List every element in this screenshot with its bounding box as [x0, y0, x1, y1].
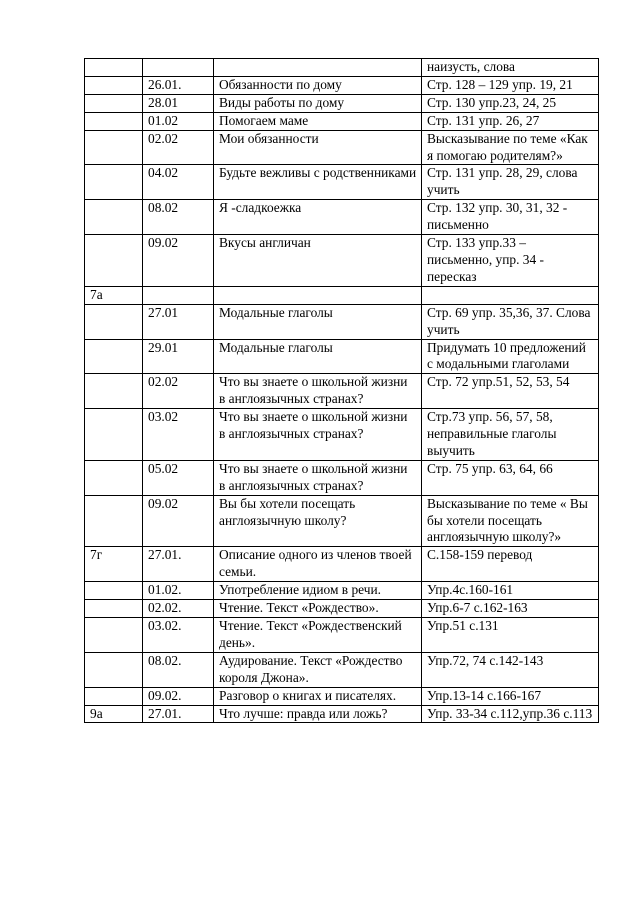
class-cell	[85, 130, 143, 165]
date-cell: 28.01	[143, 94, 214, 112]
homework-cell: Придумать 10 предложений с модальными глаголами	[422, 339, 599, 374]
homework-cell: Упр.51 с.131	[422, 618, 599, 653]
class-cell	[85, 409, 143, 461]
table-row	[85, 76, 599, 94]
table-row	[85, 235, 599, 287]
topic-cell: Описание одного из членов твоей семьи.	[214, 547, 422, 582]
class-cell: 7г	[85, 547, 143, 582]
date-cell: 09.02.	[143, 687, 214, 705]
date-cell: 08.02	[143, 200, 214, 235]
table-row	[85, 165, 599, 200]
homework-cell	[422, 286, 599, 304]
class-cell	[85, 165, 143, 200]
date-cell: 03.02.	[143, 618, 214, 653]
date-cell: 27.01.	[143, 547, 214, 582]
date-cell	[143, 59, 214, 77]
topic-cell: Модальные глаголы	[214, 304, 422, 339]
class-cell	[85, 304, 143, 339]
table-row	[85, 286, 599, 304]
class-cell	[85, 94, 143, 112]
class-cell	[85, 76, 143, 94]
topic-cell: Я -сладкоежка	[214, 200, 422, 235]
table-row	[85, 705, 599, 723]
table-row	[85, 94, 599, 112]
table-row	[85, 582, 599, 600]
class-cell	[85, 339, 143, 374]
table-row	[85, 339, 599, 374]
class-cell	[85, 112, 143, 130]
date-cell: 01.02.	[143, 582, 214, 600]
topic-cell	[214, 286, 422, 304]
table-row	[85, 460, 599, 495]
homework-cell: Стр. 132 упр. 30, 31, 32 - письменно	[422, 200, 599, 235]
topic-cell: Чтение. Текст «Рождество».	[214, 600, 422, 618]
topic-cell: Будьте вежливы с родственниками	[214, 165, 422, 200]
table-row	[85, 600, 599, 618]
topic-cell: Вы бы хотели посещать англоязычную школу?	[214, 495, 422, 547]
table-row	[85, 618, 599, 653]
class-cell	[85, 59, 143, 77]
homework-cell: Высказывание по теме «Как я помогаю родителям?»	[422, 130, 599, 165]
date-cell: 08.02.	[143, 652, 214, 687]
table-row	[85, 495, 599, 547]
date-cell	[143, 286, 214, 304]
date-cell: 26.01.	[143, 76, 214, 94]
homework-cell: Стр. 69 упр. 35,36, 37. Слова учить	[422, 304, 599, 339]
topic-cell: Что вы знаете о школьной жизни в англоязычных странах?	[214, 409, 422, 461]
table-row	[85, 130, 599, 165]
topic-cell: Помогаем маме	[214, 112, 422, 130]
topic-cell: Обязанности по дому	[214, 76, 422, 94]
date-cell: 03.02	[143, 409, 214, 461]
class-cell	[85, 460, 143, 495]
table-row	[85, 687, 599, 705]
homework-cell: Стр. 131 упр. 26, 27	[422, 112, 599, 130]
homework-cell: Упр.4с.160-161	[422, 582, 599, 600]
topic-cell: Аудирование. Текст «Рождество короля Джона».	[214, 652, 422, 687]
table-row	[85, 59, 599, 77]
class-cell	[85, 652, 143, 687]
table-row	[85, 374, 599, 409]
class-cell	[85, 374, 143, 409]
table-row	[85, 547, 599, 582]
table-row	[85, 200, 599, 235]
class-cell: 9а	[85, 705, 143, 723]
date-cell: 02.02	[143, 374, 214, 409]
date-cell: 27.01.	[143, 705, 214, 723]
date-cell: 01.02	[143, 112, 214, 130]
date-cell: 04.02	[143, 165, 214, 200]
topic-cell: Что вы знаете о школьной жизни в англоязычных странах?	[214, 374, 422, 409]
date-cell: 05.02	[143, 460, 214, 495]
table-row	[85, 409, 599, 461]
homework-cell: Стр. 131 упр. 28, 29, слова учить	[422, 165, 599, 200]
homework-cell: Высказывание по теме « Вы бы хотели посещать англоязычную школу?»	[422, 495, 599, 547]
class-cell	[85, 495, 143, 547]
class-cell	[85, 235, 143, 287]
topic-cell: Что лучше: правда или ложь?	[214, 705, 422, 723]
topic-cell: Вкусы англичан	[214, 235, 422, 287]
topic-cell: Разговор о книгах и писателях.	[214, 687, 422, 705]
homework-cell: Упр.72, 74 с.142-143	[422, 652, 599, 687]
class-cell	[85, 582, 143, 600]
topic-cell: Употребление идиом в речи.	[214, 582, 422, 600]
date-cell: 02.02.	[143, 600, 214, 618]
date-cell: 09.02	[143, 495, 214, 547]
homework-cell: Стр. 130 упр.23, 24, 25	[422, 94, 599, 112]
table-row	[85, 112, 599, 130]
topic-cell: Что вы знаете о школьной жизни в англоязычных странах?	[214, 460, 422, 495]
class-cell	[85, 200, 143, 235]
date-cell: 02.02	[143, 130, 214, 165]
schedule-table	[84, 58, 599, 723]
topic-cell: Чтение. Текст «Рождественский день».	[214, 618, 422, 653]
homework-cell: Стр. 128 – 129 упр. 19, 21	[422, 76, 599, 94]
table-row	[85, 652, 599, 687]
topic-cell: Виды работы по дому	[214, 94, 422, 112]
topic-cell	[214, 59, 422, 77]
homework-cell: Стр.73 упр. 56, 57, 58, неправильные глаголы выучить	[422, 409, 599, 461]
homework-cell: Стр. 75 упр. 63, 64, 66	[422, 460, 599, 495]
homework-cell: Стр. 72 упр.51, 52, 53, 54	[422, 374, 599, 409]
date-cell: 29.01	[143, 339, 214, 374]
homework-cell: Упр.13-14 с.166-167	[422, 687, 599, 705]
table-row	[85, 304, 599, 339]
topic-cell: Модальные глаголы	[214, 339, 422, 374]
homework-cell: Упр.6-7 с.162-163	[422, 600, 599, 618]
class-cell	[85, 600, 143, 618]
class-cell: 7а	[85, 286, 143, 304]
schedule-body	[85, 59, 599, 723]
homework-cell: С.158-159 перевод	[422, 547, 599, 582]
homework-cell: наизусть, слова	[422, 59, 599, 77]
homework-cell: Стр. 133 упр.33 – письменно, упр. 34 - пересказ	[422, 235, 599, 287]
homework-cell: Упр. 33-34 с.112,упр.36 с.113	[422, 705, 599, 723]
date-cell: 27.01	[143, 304, 214, 339]
class-cell	[85, 618, 143, 653]
topic-cell: Мои обязанности	[214, 130, 422, 165]
class-cell	[85, 687, 143, 705]
date-cell: 09.02	[143, 235, 214, 287]
